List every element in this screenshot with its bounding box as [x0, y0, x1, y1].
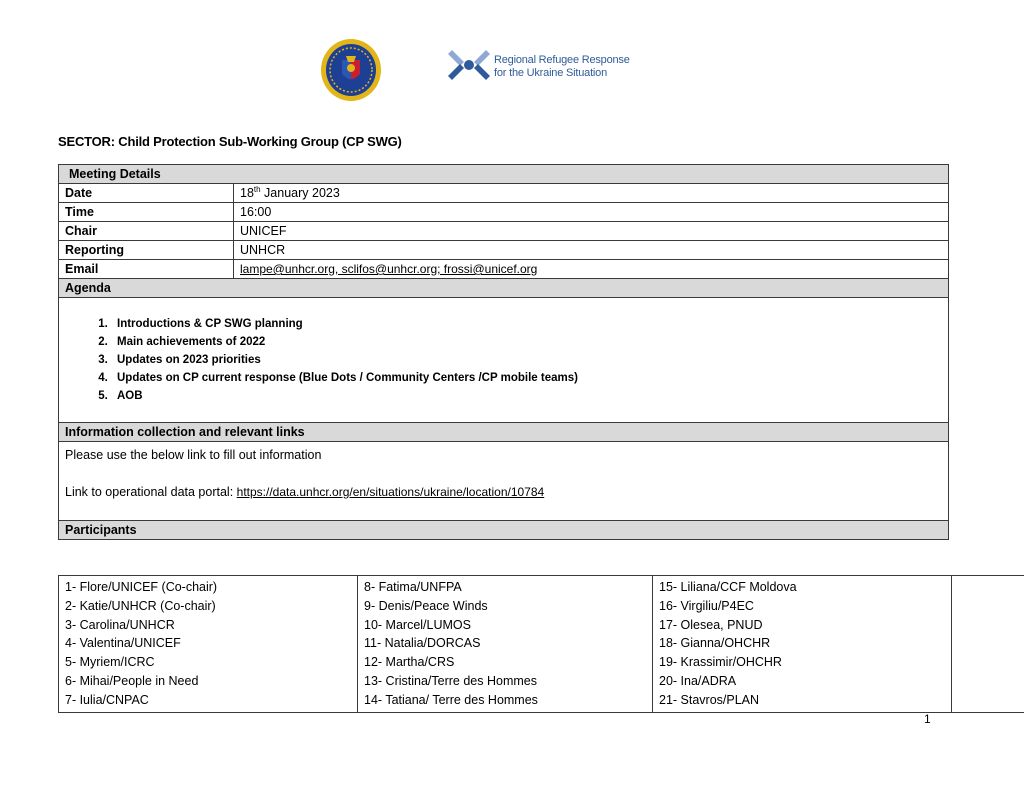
row-value-reporting: UNHCR: [234, 241, 949, 260]
agenda-item: 3. Updates on 2023 priorities: [111, 351, 942, 369]
info-header-row: [59, 423, 949, 442]
date-rest: January 2023: [260, 186, 340, 201]
agenda-header: Agenda: [59, 279, 949, 298]
row-label-reporting: Reporting: [59, 241, 234, 260]
info-header: Information collection and relevant links: [59, 423, 949, 442]
info-row: [59, 442, 949, 521]
participants-col-4: [952, 576, 1024, 713]
list-item: 4- Valentina/UNICEF: [65, 636, 181, 651]
list-item: 7- Iulia/CNPAC: [65, 692, 149, 707]
agenda-item: 1. Introductions & CP SWG planning: [111, 315, 942, 333]
list-item: 1- Flore/UNICEF (Co-chair): [65, 580, 218, 594]
meeting-details-header: Meeting Details: [59, 165, 949, 184]
row-label-date: Date: [59, 184, 234, 203]
list-item: 21- Stavros/PLAN: [659, 692, 760, 707]
list-item: 19- Krassimir/OHCHR: [659, 655, 782, 670]
row-label-email: Email: [59, 260, 234, 279]
participants-col-2: [358, 576, 653, 713]
participants-header-row: [59, 521, 949, 540]
agenda-row: [59, 298, 949, 423]
row-value-email[interactable]: [234, 260, 949, 279]
info-link-prefix: Link to operational data portal:: [65, 485, 237, 499]
agenda-list: [65, 315, 942, 405]
agenda-item: 4. Updates on CP current response (Blue Dots / Community Centers /CP mobile teams): [111, 369, 942, 387]
agenda-item: 5. AOB: [111, 387, 942, 405]
meeting-table: [58, 164, 949, 540]
info-link-line: [65, 483, 942, 501]
info-line: Please use the below link to fill out information: [65, 448, 322, 462]
list-item: 15- Liliana/CCF Moldova: [659, 580, 797, 594]
sector-title: SECTOR: Child Protection Sub-Working Group (CP SWG): [58, 134, 402, 149]
table-row: [59, 184, 949, 203]
list-item: 10- Marcel/LUMOS: [364, 617, 471, 632]
meeting-details-header-row: [59, 165, 949, 184]
list-item: 9- Denis/Peace Winds: [364, 598, 488, 613]
rrr-logo-icon: [448, 44, 490, 86]
list-item: 8- Fatima/UNFPA: [364, 580, 462, 594]
participants-col-1: [59, 576, 358, 713]
header-logos: [320, 38, 660, 104]
list-item: 12- Martha/CRS: [364, 655, 455, 670]
moldova-seal-icon: [320, 38, 382, 102]
list-item: 6- Mihai/People in Need: [65, 673, 199, 688]
rrr-logo-text: [494, 54, 630, 80]
email-links[interactable]: lampe@unhcr.org, sclifos@unhcr.org; frossi@unicef.org: [240, 262, 538, 276]
list-item: 18- Gianna/OHCHR: [659, 636, 771, 651]
list-item: 14- Tatiana/ Terre des Hommes: [364, 692, 538, 707]
page-number: 1: [924, 712, 931, 726]
rrr-logo: [448, 44, 658, 88]
list-item: 16- Virgiliu/P4EC: [659, 598, 754, 613]
list-item: 11- Natalia/DORCAS: [364, 636, 481, 651]
agenda-item: 2. Main achievements of 2022: [111, 333, 942, 351]
date-day: 18: [240, 186, 254, 201]
participants-col-3: [653, 576, 952, 713]
table-row: [59, 222, 949, 241]
data-portal-link[interactable]: https://data.unhcr.org/en/situations/ukraine/location/10784: [236, 485, 545, 499]
row-label-chair: Chair: [59, 222, 234, 241]
date-suffix: th: [253, 185, 261, 195]
table-row: [59, 203, 949, 222]
rrr-logo-line1: Regional Refugee Response: [494, 54, 630, 66]
participants-header: Participants: [59, 521, 949, 540]
list-item: 20- Ina/ADRA: [659, 673, 737, 688]
rrr-logo-line2: for the Ukraine Situation: [494, 67, 608, 79]
table-row: [59, 260, 949, 279]
row-value-date: [234, 184, 949, 203]
list-item: 13- Cristina/Terre des Hommes: [364, 673, 537, 688]
row-label-time: Time: [59, 203, 234, 222]
list-item: 17- Olesea, PNUD: [659, 617, 763, 632]
list-item: 5- Myriem/ICRC: [65, 655, 155, 670]
list-item: 3- Carolina/UNHCR: [65, 617, 175, 632]
agenda-cell: [59, 298, 949, 423]
table-row: [59, 241, 949, 260]
participants-table: [58, 575, 1024, 713]
participants-row: [59, 576, 1024, 713]
info-cell: [59, 442, 949, 521]
row-value-chair: UNICEF: [234, 222, 949, 241]
row-value-time: 16:00: [234, 203, 949, 222]
agenda-header-row: [59, 279, 949, 298]
list-item: 2- Katie/UNHCR (Co-chair): [65, 598, 216, 613]
